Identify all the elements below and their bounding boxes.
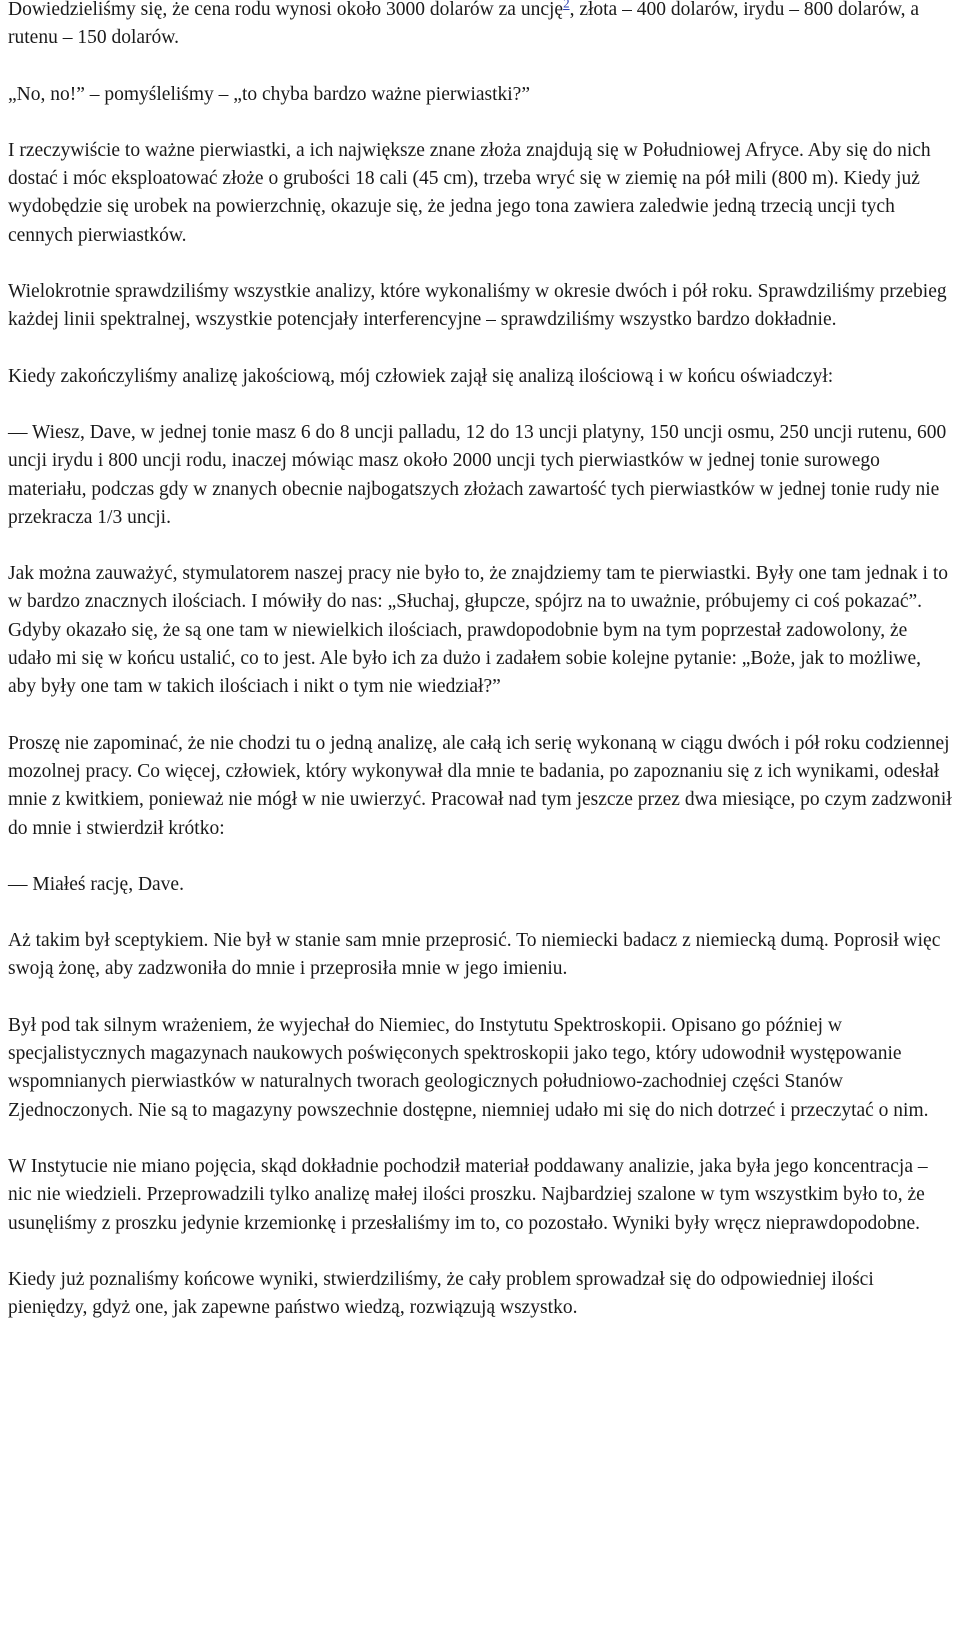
paragraph-analyses: Wielokrotnie sprawdziliśmy wszystkie analizy, które wykonaliśmy w okresie dwóch i pół roku. Sprawdziliśmy przebieg każdej linii spektralnej, wszystkie potencjały interferencyjne – sprawdziliśmy wszystko bardzo dokładnie. (8, 281, 947, 331)
paragraph-sceptic: Aż takim był sceptykiem. Nie był w stanie sam mnie przeprosić. To niemiecki badacz z niemiecką dumą. Poprosił więc swoją żonę, aby zadzwoniła do mnie i przeprosiła mnie w jego imieniu. (8, 930, 941, 980)
paragraph-institute: W Instytucie nie miano pojęcia, skąd dokładnie pochodził materiał poddawany analizie, jaka była jego koncentracja – nic nie wiedzieli. Przeprowadzili tylko analizę małej ilości proszku. Najbardziej szalone w tym wszystkim było to, że usunęliśmy z proszku jedynie krzemionkę i przesłaliśmy im to, co pozostało. Wyniki były wręcz nieprawdopodobne. (8, 1155, 928, 1234)
paragraph-south-africa: I rzeczywiście to ważne pierwiastki, a ich największe znane złoża znajdują się w Południowej Afryce. Aby się do nich dostać i móc eksploatować złoże o grubości 18 cali (45 cm), trzeba wryć się w ziemię na pół mili (800 m). Kiedy już wydobędzie się urobek na powierzchnię, okazuje się, że jedna jego tona zawiera zaledwie jedną trzecią uncji tych cennych pierwiastków. (8, 139, 931, 246)
paragraph-dialogue-right: — Miałeś rację, Dave. (8, 873, 184, 895)
paragraph-germany: Był pod tak silnym wrażeniem, że wyjechał do Niemiec, do Instytutu Spektroskopii. Opisano go później w specjalistycznych magazynach naukowych poświęconych spektroskopii jako tego, który udowodnił występowanie wspomnianych pierwiastków w naturalnych tworach geologicznych południowo-zachodniej części Stanów Zjednoczonych. Nie są to magazyny powszechnie dostępne, niemniej udało mi się do nich dotrzeć i przeczytać o nim. (8, 1014, 929, 1121)
paragraph-stimulus: Jak można zauważyć, stymulatorem naszej pracy nie było to, że znajdziemy tam te pierwiastki. Były one tam jednak i to w bardzo znacznych ilościach. I mówiły do nas: „Słuchaj, głupcze, spójrz na to uważnie, próbujemy ci coś pokazać”. Gdyby okazało się, że są one tam w niewielkich ilościach, prawdopodobnie bym na tym poprzestał zadowolony, że udało mi się w końcu ustalić, co to jest. Ale było ich za dużo i zadałem sobie kolejne pytanie: „Boże, jak to możliwe, aby były one tam w takich ilościach i nikt o tym nie wiedział?” (8, 563, 949, 698)
footnote-link[interactable]: 2 (563, 0, 570, 11)
paragraph-quote: „No, no!” – pomyśleliśmy – „to chyba bardzo ważne pierwiastki?” (8, 83, 530, 105)
paragraph-prices (8, 0, 952, 53)
paragraph-money: Kiedy już poznaliśmy końcowe wyniki, stwierdziliśmy, że cały problem sprowadzał się do odpowiedniej ilości pieniędzy, gdyż one, jak zapewne państwo wiedzą, rozwiązują wszystko. (8, 1268, 874, 1319)
paragraph-quantitative: Kiedy zakończyliśmy analizę jakościową, mój człowiek zajął się analizą ilościową i w końcu oświadczył: (8, 365, 834, 387)
paragraph-text: , złota – 400 dolarów, irydu – 800 dolarów, a rutenu – 150 dolarów. (8, 0, 920, 49)
paragraph-text: Dowiedzieliśmy się, że cena rodu wynosi około 3000 dolarów za uncję (8, 0, 564, 20)
paragraph-dialogue-results: — Wiesz, Dave, w jednej tonie masz 6 do 8 uncji palladu, 12 do 13 uncji platyny, 150 uncji osmu, 250 uncji rutenu, 600 uncji irydu i 800 uncji rodu, inaczej mówiąc masz około 2000 uncji tych pierwiastków w jednej tonie surowego materiału, podczas gdy w znanych obecnie najbogatszych złożach zawartość tych pierwiastków w jednej tonie rudy nie przekracza 1/3 uncji. (8, 421, 947, 528)
paragraph-series: Proszę nie zapominać, że nie chodzi tu o jedną analizę, ale całą ich serię wykonaną w ciągu dwóch i pół roku codziennej mozolnej pracy. Co więcej, człowiek, który wykonywał dla mnie te badania, po zapoznaniu się z ich wynikami, odesłał mnie z kwitkiem, ponieważ nie mógł w nie uwierzyć. Pracował nad tym jeszcze przez dwa miesiące, po czym zadzwonił do mnie i stwierdził krótko: (8, 732, 952, 839)
